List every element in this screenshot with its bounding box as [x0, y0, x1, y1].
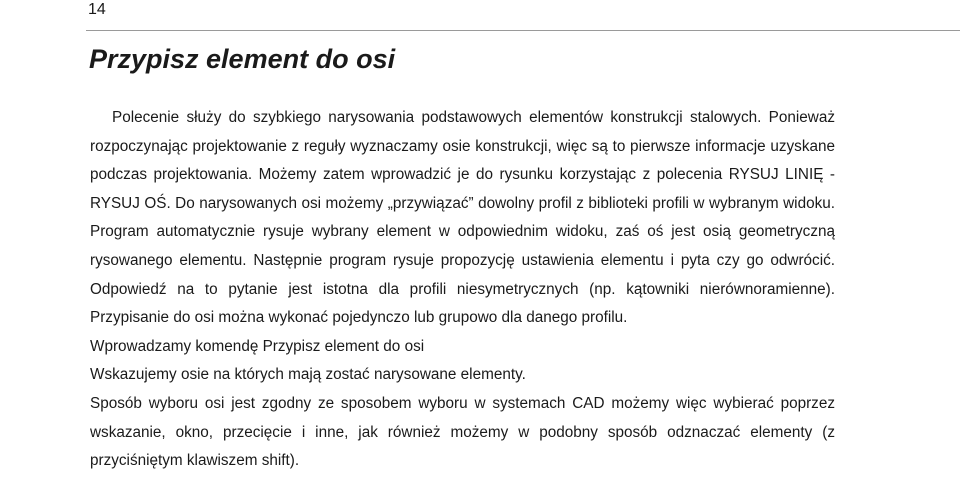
header-rule [86, 30, 960, 31]
paragraph-intro: Polecenie służy do szybkiego narysowania podstawowych elementów konstrukcji stalowych. Ponieważ rozpoczynając projektowanie z reguły wyznaczamy osie konstrukcji, więc są to pierwsze informacje uzyskane podczas projektowania. Możemy zatem wprowadzić je do rysunku korzystając z polecenia RYSUJ LINIĘ - RYSUJ OŚ. Do narysowanych osi możemy „przywiązać” dowolny profil z biblioteki profili w wybranym widoku. Program automatycznie rysuje wybrany element w odpowiednim widoku, zaś oś jest osią geometryczną rysowanego elementu. Następnie program rysuje propozycję ustawienia elementu i pyta czy go odwrócić. Odpowiedź na to pytanie jest istotna dla profili niesymetrycznych (np. kątowniki nierównoramienne). Przypisanie do osi można wykonać pojedynczo lub grupowo dla danego profilu. [90, 109, 835, 327]
paragraph-command: Wprowadzamy komendę Przypisz element do osi [90, 337, 425, 355]
body-text [90, 104, 835, 476]
page-number: 14 [88, 1, 106, 18]
paragraph-selection-method: Sposób wyboru osi jest zgodny ze sposobem wyboru w systemach CAD możemy więc wybierać poprzez wskazanie, okno, przecięcie i inne, jak również możemy w podobny sposób odznaczać elementy (z przyciśniętym klawiszem shift). [90, 394, 835, 470]
paragraph-select-axes: Wskazujemy osie na których mają zostać narysowane elementy. [90, 366, 526, 384]
section-title: Przypisz element do osi [89, 44, 396, 74]
